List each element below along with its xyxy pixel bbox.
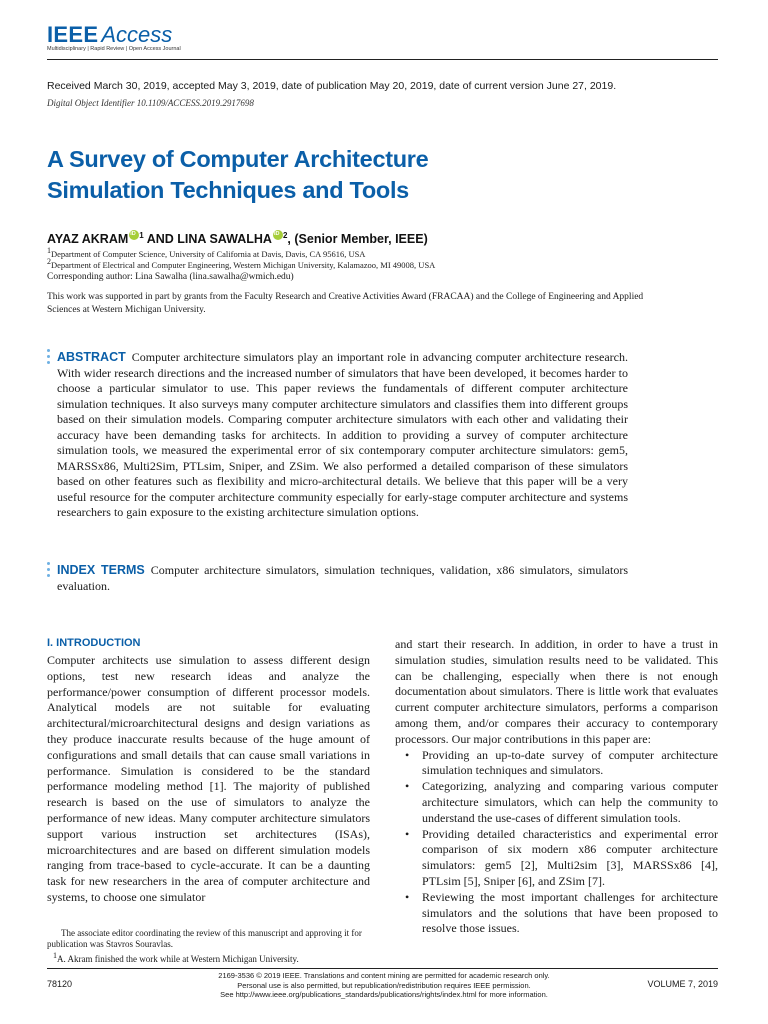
page-number: 78120 [47,979,73,989]
list-item: • Providing an up-to-date survey of computer architecture simulation techniques and simulators. [422,748,718,780]
header-divider [47,59,718,60]
affil-text: Department of Computer Science, University of California at Davis, Davis, CA 95616, USA [51,248,366,259]
copyright-notice [184,971,584,1000]
editor-footnote: The associate editor coordinating the review of this manuscript and approving it for publication was Stavros Souravlas. [47,928,362,949]
logo-ieee: IEEE [47,22,99,47]
copyright-line-2: Personal use is also permitted, but republication/redistribution requires IEEE permission. [237,980,531,990]
title-line-1: A Survey of Computer Architecture [47,146,429,172]
index-terms [57,563,628,594]
affiliation-2 [47,257,435,270]
author-2-suffix: , (Senior Member, IEEE) [287,232,428,246]
copyright-line-1: 2169-3536 © 2019 IEEE. Translations and content mining are permitted for academic research only. [218,971,550,980]
index-terms-marker [47,562,51,580]
abstract [57,350,628,521]
title-line-2: Simulation Techniques and Tools [47,177,409,203]
orcid-icon[interactable] [129,230,139,240]
footnote-mark: 1 [53,951,57,960]
received-dates: Received March 30, 2019, accepted May 3, 2019, date of publication May 20, 2019, date of current version June 27, 2019. [47,80,617,92]
index-terms-label: INDEX TERMS [57,563,145,577]
abstract-label: ABSTRACT [57,350,126,364]
section-heading: I. INTRODUCTION [47,637,141,649]
index-terms-text: Computer architecture simulators, simulation techniques, validation, x86 simulators, simulators evaluation. [57,563,628,593]
funding-statement: This work was supported in part by grants from the Faculty Research and Creative Activities Award (FRACAA) and the College of Engineering and Applied Sciences at Western Michigan University. [47,292,644,315]
journal-logo [47,22,181,52]
left-column-text: Computer architects use simulation to assess different design options, test new research ideas and analyze the performance/power consumption of different processor models. Analytical models are not suitable for evaluating architectural/microarchitectural designs and design variations as they produce inaccurate results because of the huge amount of configurations and small details that can cause small variations in performance. Simulation is considered to be the standard performance modeling method [1]. The majority of published research is based on the use of simulators to analyze the performance of new ideas. Many computer architecture simulators support various instruction set architectures (ISAs), microarchitectures and are based on different simulation models ranging from trace-based to cycle-accurate. It can be a daunting task for new researchers in the area of computer architecture and systems, to choose one simulator [47,653,370,904]
author-1: AYAZ AKRAM [47,232,129,246]
list-item: • Reviewing the most important challenges for architecture simulators and the solutions that have been proposed to resolve those issues. [422,890,718,937]
author-1-affil-mark: 1 [139,230,144,240]
affil-num: 2 [47,257,51,266]
author-2: AND LINA SAWALHA [146,232,272,246]
footnotes [47,928,370,965]
logo-access: Access [101,22,173,47]
orcid-icon[interactable] [273,230,283,240]
doi-line: Digital Object Identifier 10.1109/ACCESS.2019.2917698 [47,98,254,108]
footnote-1 [47,950,370,965]
abstract-marker [47,349,51,367]
footnote-text: A. Akram finished the work while at Western Michigan University. [57,954,299,964]
journal-tagline: Multidisciplinary | Rapid Review | Open Access Journal [47,46,181,52]
affil-num: 1 [47,246,51,255]
author-2-affil-mark: 2 [282,230,288,240]
corresponding-author: Corresponding author: Lina Sawalha (lina.sawalha@wmich.edu) [47,272,294,282]
author-line [47,230,428,246]
contributions-list [395,748,718,938]
affil-text: Department of Electrical and Computer Engineering, Western Michigan University, Kalamazoo, MI 49008, USA [51,259,436,270]
abstract-text: Computer architecture simulators play an important role in advancing computer architecture research. With wider research directions and the increased number of simulators that have been developed, it becomes harder to choose a particular simulator to use. This paper reviews the fundamentals of different computer architecture simulation techniques. It also surveys many computer architecture simulators and classifies them into different groups based on their simulation models. Comparing computer architecture simulators with each other and validating their accuracy have been demanding tasks for architects. In addition to providing a survey of computer architecture simulation tools, we measured the experimental error of six contemporary computer architecture simulators: gem5, MARSSx86, Multi2Sim, PTLsim, Sniper, and ZSim. We also performed a detailed comparison of these simulators based on other features such as flexibility and micro-architectural details. We believe that this paper will be a very useful resource for the computer architecture community especially for early-stage computer architecture and systems researchers to gain exposure to the existing architecture simulation options. [57,350,628,519]
footer-divider [47,968,718,969]
list-item: • Providing detailed characteristics and experimental error comparison of six modern x86 computer architecture simulators: gem5 [2], Multi2sim [3], MARSSx86 [4], PTLsim [5], Sniper [6], and ZSim [7]. [422,827,718,890]
copyright-line-3[interactable]: See http://www.ieee.org/publications_standards/publications/rights/index.html for more information. [220,990,548,999]
right-column [395,637,718,937]
paper-title [47,144,647,206]
list-item: • Categorizing, analyzing and comparing various computer architecture simulators, which can help the community to understand the use-cases of different simulation tools. [422,779,718,826]
volume-label: VOLUME 7, 2019 [647,979,718,989]
right-column-text: and start their research. In addition, in order to have a trust in simulation studies, simulation results need to be validated. This can be challenging, especially when there is not enough documentation about simulators. There is little work that evaluates current computer architecture simulators, performs a comparison among them, and/or compares their accuracy to contemporary processors. Our major contributions in this paper are: [395,637,718,746]
